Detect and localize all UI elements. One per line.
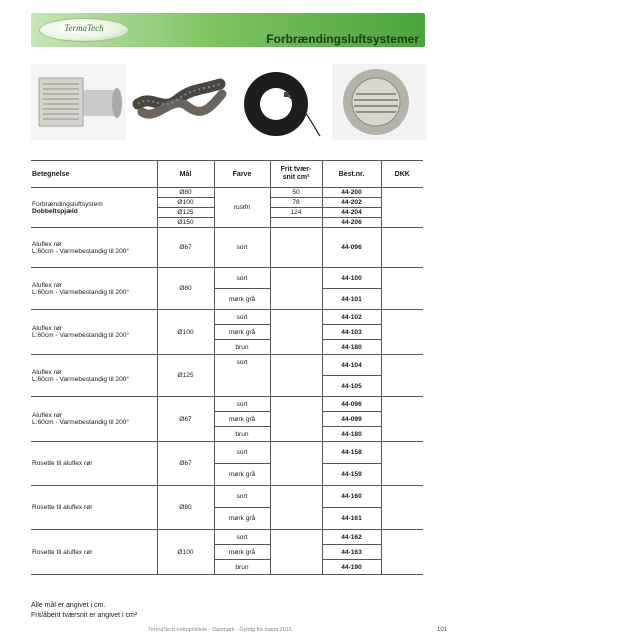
farve-cell: sort bbox=[214, 397, 270, 412]
farve-cell: rustfri bbox=[214, 188, 270, 228]
desc-line-2: L:60cm - Varmebestandig til 200° bbox=[32, 332, 130, 339]
page-header bbox=[31, 13, 425, 47]
maal-cell: Ø100 bbox=[157, 530, 214, 575]
bestnr-cell: 44-104 bbox=[322, 355, 381, 376]
maal-cell: Ø100 bbox=[157, 310, 214, 355]
maal-cell: Ø67 bbox=[157, 397, 214, 442]
col-header-farve: Farve bbox=[214, 161, 270, 188]
table-row bbox=[31, 397, 423, 412]
desc-line-1: Aluflex rør bbox=[32, 412, 63, 419]
desc-line-1: Forbrændingsluftsystem bbox=[32, 200, 103, 208]
frit-cell bbox=[270, 228, 322, 268]
bestnr-cell: 44-103 bbox=[322, 325, 381, 340]
row-description bbox=[31, 228, 157, 268]
desc-line-2: L:60cm - Varmebestandig til 200° bbox=[32, 375, 130, 383]
bestnr-cell: 44-099 bbox=[322, 412, 381, 427]
bestnr-cell: 44-180 bbox=[322, 427, 381, 442]
farve-cell: brun bbox=[214, 560, 270, 575]
bestnr-cell: 44-161 bbox=[322, 508, 381, 530]
farve-cell: sort bbox=[214, 268, 270, 289]
farve-cell: sort bbox=[214, 530, 270, 545]
row-description: Rosette til aluflex rør bbox=[31, 442, 157, 486]
bestnr-cell: 44-204 bbox=[322, 208, 381, 218]
col-header-maal: Mål bbox=[157, 161, 214, 188]
dkk-cell bbox=[381, 442, 423, 486]
farve-cell: mørk grå bbox=[214, 289, 270, 310]
farve-cell: sort bbox=[214, 355, 270, 397]
frit-cell bbox=[270, 486, 322, 530]
bestnr-cell: 44-206 bbox=[322, 218, 381, 228]
farve-cell: brun bbox=[214, 427, 270, 442]
dkk-cell bbox=[381, 268, 423, 310]
bestnr-cell: 44-159 bbox=[322, 464, 381, 486]
row-description bbox=[31, 188, 157, 228]
frit-cell bbox=[270, 218, 322, 228]
bestnr-cell: 44-100 bbox=[322, 268, 381, 289]
row-description bbox=[31, 268, 157, 310]
col-header-betegnelse: Betegnelse bbox=[31, 161, 157, 188]
maal-cell: Ø100 bbox=[157, 198, 214, 208]
desc-line-1: Aluflex rør bbox=[32, 325, 63, 332]
bestnr-cell: 44-200 bbox=[322, 188, 381, 198]
maal-cell: Ø67 bbox=[157, 228, 214, 268]
frit-cell bbox=[270, 442, 322, 486]
dkk-cell bbox=[381, 530, 423, 575]
dkk-cell bbox=[381, 228, 423, 268]
farve-cell: mørk grå bbox=[214, 325, 270, 340]
frit-cell bbox=[270, 310, 322, 355]
desc-line-2: L:60cm - Varmebestandig til 200° bbox=[32, 419, 130, 426]
frit-cell bbox=[270, 355, 322, 397]
desc-line-2: Dobbeltspjæld bbox=[32, 207, 78, 215]
frit-cell: 78 bbox=[270, 198, 322, 208]
bestnr-cell: 44-158 bbox=[322, 442, 381, 464]
flex-hose-photo bbox=[132, 64, 227, 140]
col-header-bestnr: Best.nr. bbox=[322, 161, 381, 188]
page-title: Forbrændingsluftsystemer bbox=[266, 32, 419, 46]
dkk-cell bbox=[381, 486, 423, 530]
vent-grille-photo bbox=[31, 64, 126, 140]
table-row bbox=[31, 355, 423, 376]
maal-cell: Ø125 bbox=[157, 208, 214, 218]
bestnr-cell: 44-096 bbox=[322, 228, 381, 268]
col-header-dkk: DKK bbox=[381, 161, 423, 188]
bestnr-cell: 44-105 bbox=[322, 376, 381, 397]
row-description bbox=[31, 397, 157, 442]
desc-line-2: L:60cm - Varmebestandig til 200° bbox=[32, 247, 130, 255]
dkk-cell bbox=[381, 310, 423, 355]
frit-cell: 50 bbox=[270, 188, 322, 198]
farve-cell: mørk grå bbox=[214, 412, 270, 427]
table-row bbox=[31, 228, 423, 268]
bestnr-cell: 44-180 bbox=[322, 340, 381, 355]
dkk-cell bbox=[381, 397, 423, 442]
table-row bbox=[31, 442, 423, 464]
farve-cell: mørk grå bbox=[214, 545, 270, 560]
dkk-cell bbox=[381, 355, 423, 397]
damper-photo bbox=[332, 64, 427, 140]
bestnr-cell: 44-102 bbox=[322, 310, 381, 325]
bestnr-cell: 44-202 bbox=[322, 198, 381, 208]
row-description: Rosette til aluflex rør bbox=[31, 530, 157, 575]
cable-coil-photo bbox=[234, 64, 329, 140]
desc-line-2: L:60cm - Varmebestandig til 200° bbox=[32, 288, 130, 296]
maal-cell: Ø150 bbox=[157, 218, 214, 228]
bestnr-cell: 44-162 bbox=[322, 530, 381, 545]
table-header-row bbox=[31, 161, 423, 188]
farve-cell: sort bbox=[214, 486, 270, 508]
bestnr-cell: 44-160 bbox=[322, 486, 381, 508]
maal-cell: Ø80 bbox=[157, 268, 214, 310]
frit-cell bbox=[270, 268, 322, 310]
logo-text: TermaTech bbox=[64, 23, 104, 33]
desc-line-1: Aluflex rør bbox=[32, 240, 63, 248]
table-row bbox=[31, 310, 423, 325]
page-number: 101 bbox=[437, 627, 448, 633]
bestnr-cell: 44-096 bbox=[322, 397, 381, 412]
desc-line-1: Aluflex rør bbox=[32, 368, 63, 376]
farve-cell: sort bbox=[214, 310, 270, 325]
footer-text: TermaTech nettoprisliste - Danmark - Gyldig fra marts 2015 bbox=[148, 627, 292, 633]
desc-line-1: Aluflex rør bbox=[32, 281, 63, 289]
maal-cell: Ø125 bbox=[157, 355, 214, 397]
table-row bbox=[31, 188, 423, 198]
maal-cell: Ø67 bbox=[157, 442, 214, 486]
note-line: Frit/åbent tværsnit er angivet i cm² bbox=[31, 612, 138, 619]
maal-cell: Ø80 bbox=[157, 486, 214, 530]
row-description: Rosette til aluflex rør bbox=[31, 486, 157, 530]
table-row bbox=[31, 486, 423, 508]
row-description bbox=[31, 310, 157, 355]
bestnr-cell: 44-163 bbox=[322, 545, 381, 560]
table-row bbox=[31, 268, 423, 289]
farve-cell: sort bbox=[214, 228, 270, 268]
farve-cell: mørk grå bbox=[214, 464, 270, 486]
note-line: Alle mål er angivet i cm. bbox=[31, 602, 106, 609]
col-header-frit: Frit tvær- snit cm² bbox=[270, 161, 322, 188]
bestnr-cell: 44-190 bbox=[322, 560, 381, 575]
farve-cell: brun bbox=[214, 340, 270, 355]
maal-cell: Ø80 bbox=[157, 188, 214, 198]
frit-cell: 124 bbox=[270, 208, 322, 218]
table-row bbox=[31, 530, 423, 545]
frit-cell bbox=[270, 397, 322, 442]
bestnr-cell: 44-101 bbox=[322, 289, 381, 310]
row-description bbox=[31, 355, 157, 397]
farve-cell: sort bbox=[214, 442, 270, 464]
frit-cell bbox=[270, 530, 322, 575]
termatech-logo bbox=[39, 18, 129, 42]
notes bbox=[31, 601, 137, 621]
farve-cell: mørk grå bbox=[214, 508, 270, 530]
product-table bbox=[31, 160, 423, 575]
dkk-cell bbox=[381, 188, 423, 228]
